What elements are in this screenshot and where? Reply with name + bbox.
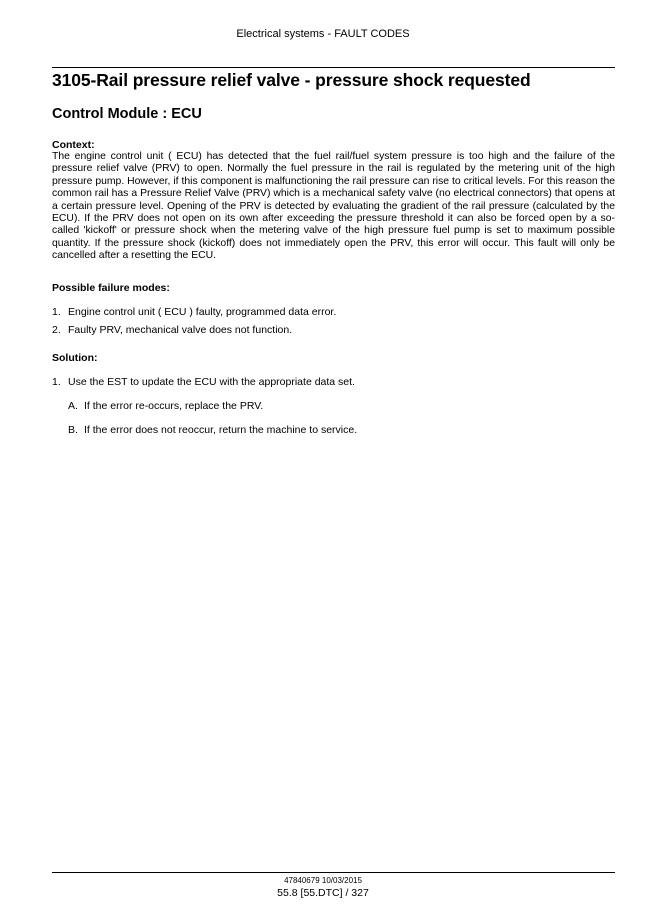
context-heading: Context:	[52, 139, 95, 151]
list-marker: 1.	[52, 306, 61, 318]
solution-step	[52, 376, 355, 388]
page-number: 55.8 [55.DTC] / 327	[277, 887, 369, 899]
failure-modes-heading: Possible failure modes:	[52, 282, 170, 294]
solution-substep	[68, 424, 357, 436]
solution-step-text: Use the EST to update the ECU with the appropriate data set.	[68, 376, 355, 388]
footer-divider	[52, 872, 615, 873]
failure-mode-text: Faulty PRV, mechanical valve does not function.	[68, 324, 293, 336]
failure-mode-text: Engine control unit ( ECU ) faulty, programmed data error.	[68, 306, 337, 318]
solution-heading: Solution:	[52, 352, 98, 364]
list-marker: B.	[68, 424, 78, 436]
list-marker: 2.	[52, 324, 61, 336]
list-marker: 1.	[52, 376, 61, 388]
solution-substep	[68, 400, 263, 412]
header-divider	[52, 67, 615, 68]
context-body: The engine control unit ( ECU) has detected that the fuel rail/fuel system pressure is too high and the failure of the pressure relief valve (PRV) to open. Normally the fuel pressure in the rail is regulated by the metering unit of the high pressure pump. However, if this component is malfunctioning the rail pressure can rise to critical levels. For this reason the common rail has a Pressure Relief Valve (PRV) which is a mechanical safety valve (no electrical connectors) that opens at a certain pressure level. Opening of the PRV is detected by evaluating the gradient of the rail pressure (calculated by the ECU). If the PRV does not open on its own after exceeding the pressure threshold it can also be forced open by a so-called 'kickoff' or pressure shock when the metering valve of the high pressure fuel pump is set to maximum possible quantity. If the pressure shock (kickoff) does not immediately open the PRV, this error will occur. This fault will only be cancelled after a resetting the ECU.	[52, 151, 615, 262]
page-header: Electrical systems - FAULT CODES	[236, 28, 410, 40]
list-marker: A.	[68, 400, 78, 412]
document-reference: 47840679 10/03/2015	[284, 876, 362, 885]
solution-substep-text: If the error does not reoccur, return the machine to service.	[84, 424, 358, 436]
failure-mode-item	[52, 306, 336, 318]
control-module-subtitle: Control Module : ECU	[52, 106, 202, 122]
fault-code-title: 3105-Rail pressure relief valve - pressure shock requested	[52, 70, 531, 90]
failure-mode-item	[52, 324, 292, 336]
solution-substep-text: If the error re-occurs, replace the PRV.	[84, 400, 264, 412]
